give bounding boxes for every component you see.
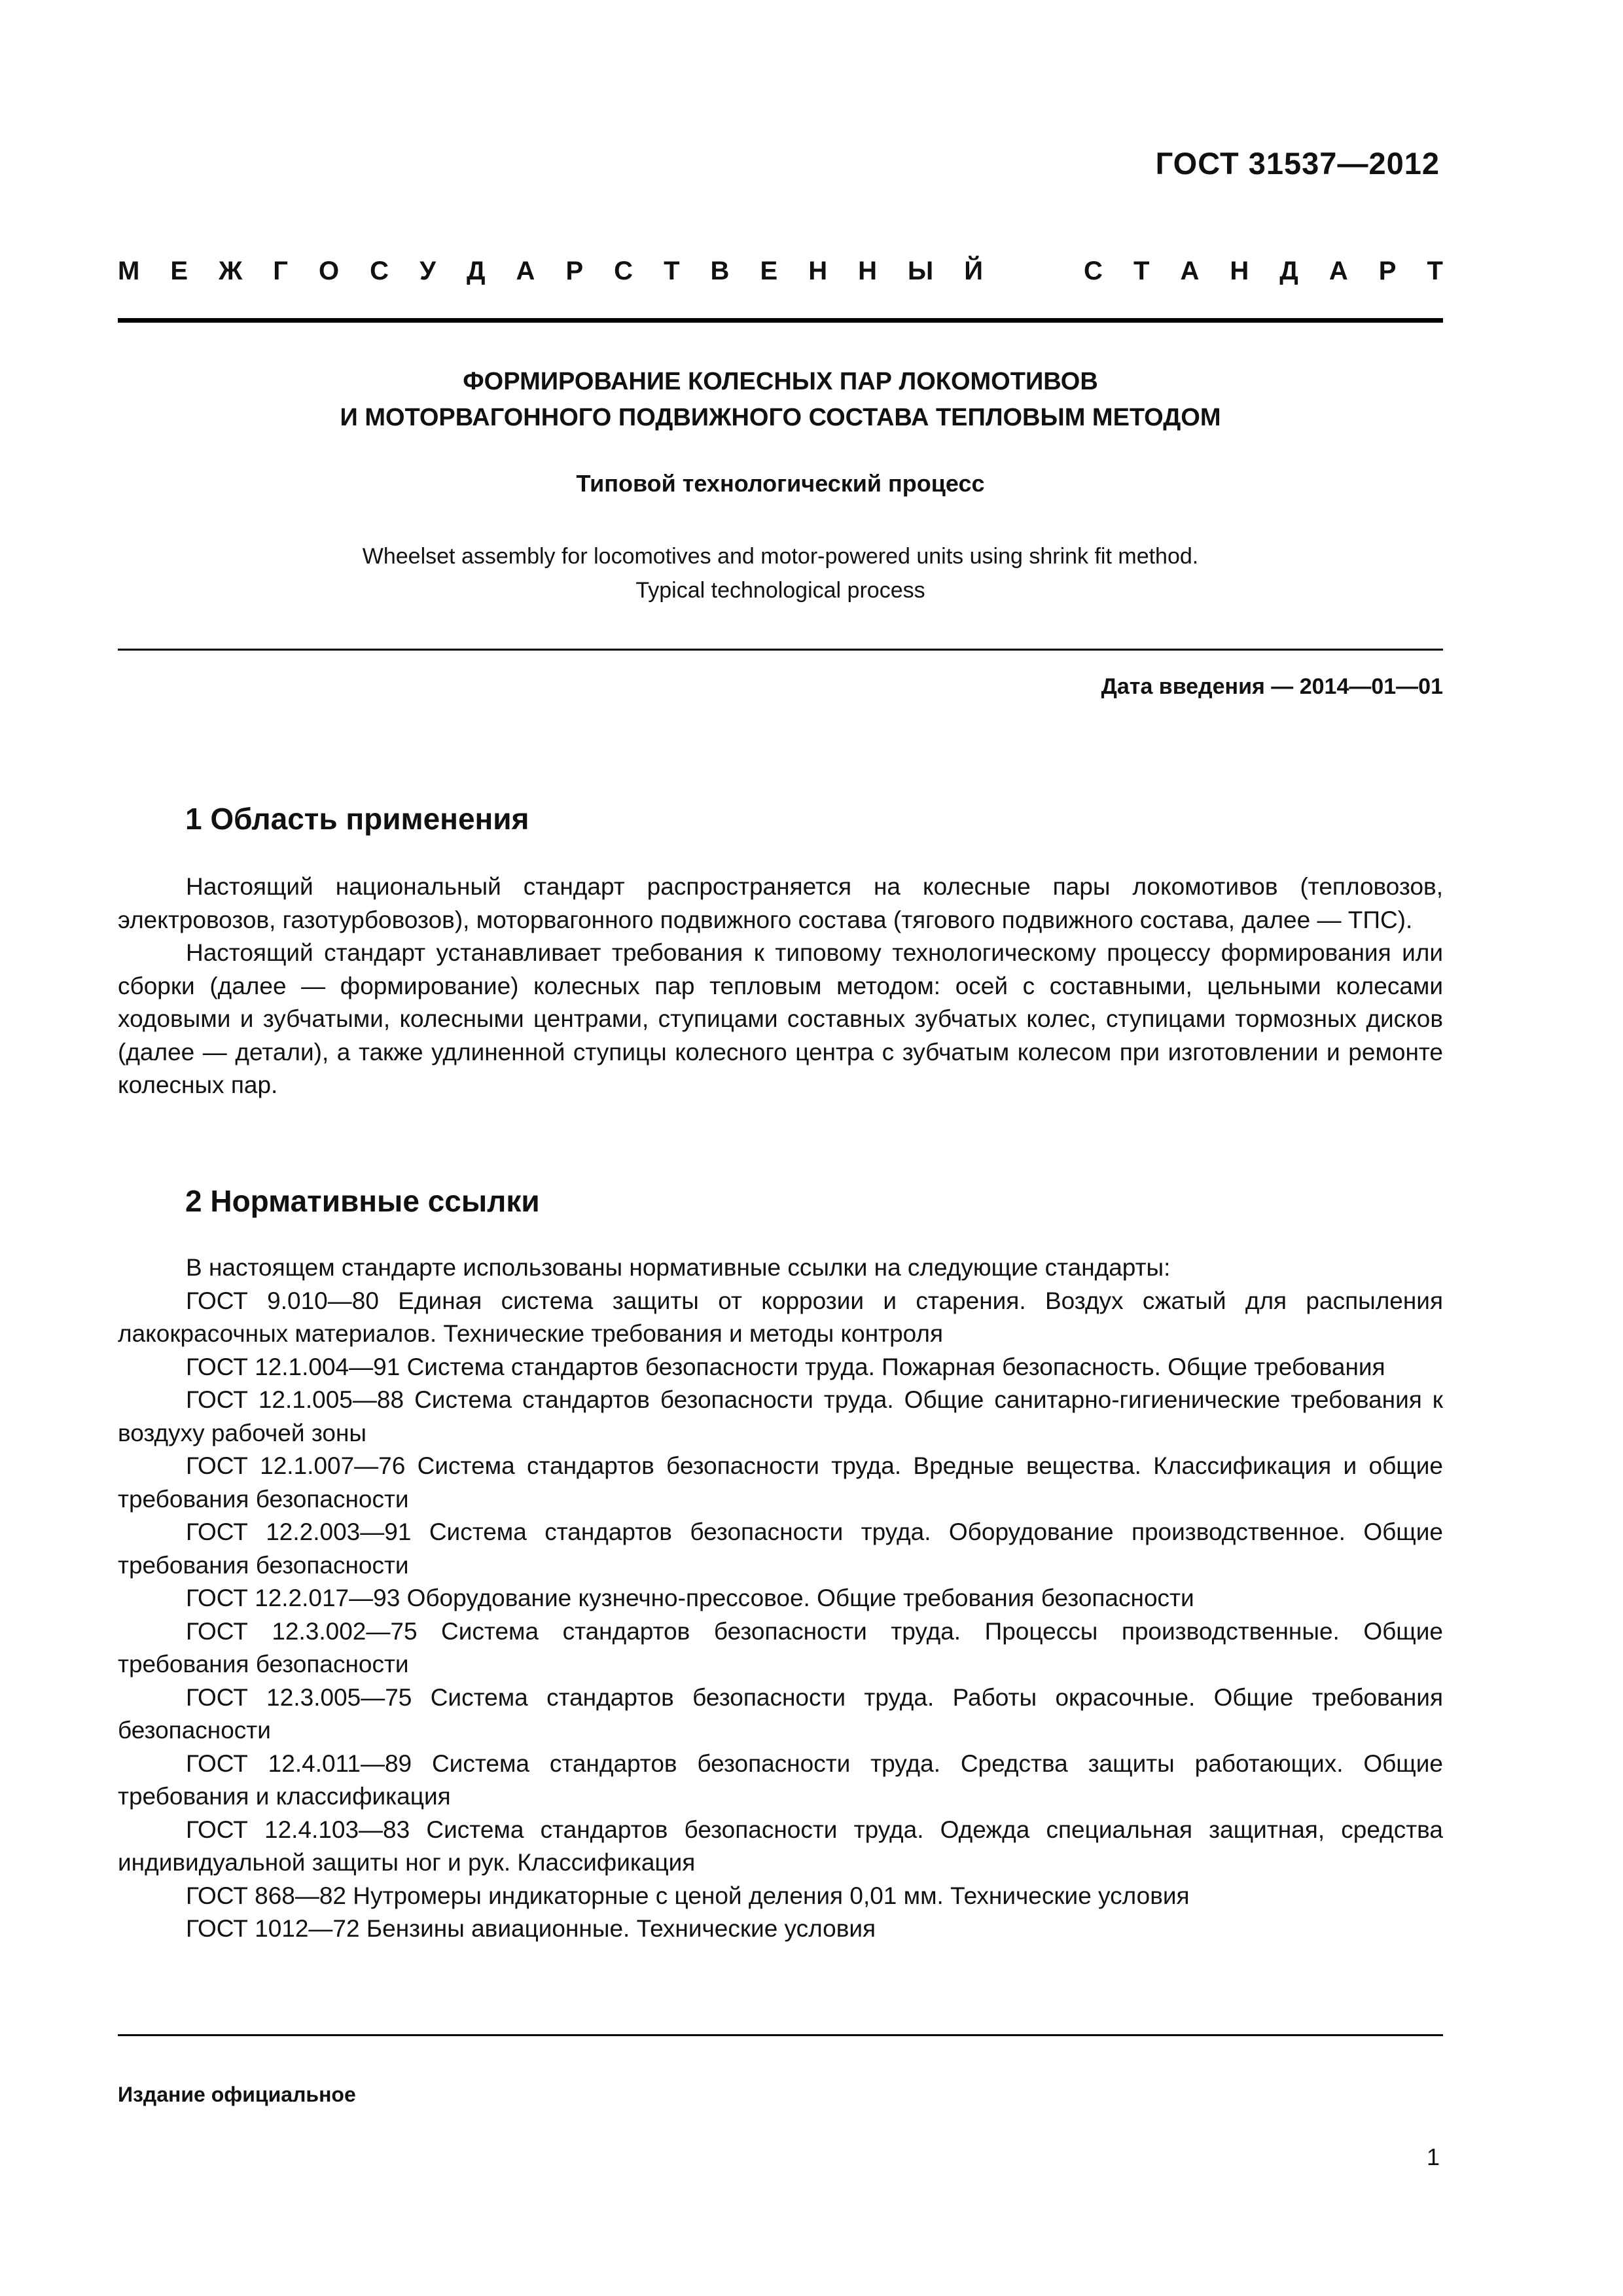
paragraph: Настоящий стандарт устанавливает требования к типовому технологическому процессу формирования или сборки (далее — формирование) колесных пар тепловым методом: осей с составными, цельными колесами ходовыми и зубчатыми, колесными центрами, ступицами составных зубчатых колес, ступицами тормозных дисков (далее — детали), а также удлиненной ступицы колесного центра с зубчатым колесом при изготовлении и ремонте колесных пар. bbox=[118, 939, 1443, 1098]
reference-item: ГОСТ 12.2.017—93 Оборудование кузнечно-прессовое. Общие требования безопасности bbox=[186, 1585, 1194, 1611]
banner-letter: Н bbox=[1230, 257, 1249, 285]
reference-item: ГОСТ 868—82 Нутромеры индикаторные с ценой деления 0,01 мм. Технические условия bbox=[186, 1882, 1190, 1909]
document-title bbox=[118, 364, 1443, 436]
banner-letter: Д bbox=[1279, 257, 1298, 285]
banner-letter: С bbox=[614, 257, 633, 285]
reference-item: ГОСТ 12.1.007—76 Система стандартов безопасности труда. Вредные вещества. Классификация и общие требования безопасности bbox=[118, 1452, 1443, 1513]
banner-letter: Т bbox=[1427, 257, 1443, 285]
official-edition-label: Издание официальное bbox=[118, 2083, 356, 2106]
english-title bbox=[118, 539, 1443, 607]
banner-letter: Е bbox=[760, 257, 778, 285]
banner-letter: А bbox=[1329, 257, 1348, 285]
banner-letter: Ы bbox=[908, 257, 934, 285]
reference-item: ГОСТ 12.3.005—75 Система стандартов безопасности труда. Работы окрасочные. Общие требования безопасности bbox=[118, 1683, 1443, 1744]
banner-letter: А bbox=[516, 257, 535, 285]
english-title-line: Wheelset assembly for locomotives and motor-powered units using shrink fit method. bbox=[362, 544, 1199, 569]
reference-item: ГОСТ 12.2.003—91 Система стандартов безопасности труда. Оборудование производственное. Общие требования безопасности bbox=[118, 1518, 1443, 1579]
document-subtitle: Типовой технологический процесс bbox=[576, 470, 985, 497]
banner-letter: В bbox=[710, 257, 730, 285]
paragraph: В настоящем стандарте использованы нормативные ссылки на следующие стандарты: bbox=[186, 1254, 1171, 1281]
banner-letter: Т bbox=[1133, 257, 1150, 285]
title-line: ФОРМИРОВАНИЕ КОЛЕСНЫХ ПАР ЛОКОМОТИВОВ bbox=[463, 368, 1098, 395]
banner-letter: Т bbox=[664, 257, 680, 285]
footer-rule bbox=[118, 2034, 1443, 2036]
banner-letter: Н bbox=[808, 257, 828, 285]
reference-item: ГОСТ 12.4.011—89 Система стандартов безопасности труда. Средства защиты работающих. Общие требования и классификация bbox=[118, 1749, 1443, 1810]
english-title-line: Typical technological process bbox=[635, 578, 925, 603]
paragraph: Настоящий национальный стандарт распространяется на колесные пары локомотивов (тепловозов, электровозов, газотурбовозов), моторвагонного подвижного состава (тягового подвижного состава, далее — ТПС). bbox=[118, 873, 1443, 933]
banner-letter: Р bbox=[1378, 257, 1397, 285]
banner-letter: Д bbox=[466, 257, 486, 285]
header-rule bbox=[118, 318, 1443, 323]
banner-letter: Н bbox=[858, 257, 877, 285]
banner-letter: С bbox=[1084, 257, 1103, 285]
standard-number: ГОСТ 31537—2012 bbox=[1155, 146, 1440, 181]
banner-letter: С bbox=[370, 257, 389, 285]
title-line: И МОТОРВАГОННОГО ПОДВИЖНОГО СОСТАВА ТЕПЛОВЫМ МЕТОДОМ bbox=[340, 404, 1221, 431]
reference-item: ГОСТ 12.1.005—88 Система стандартов безопасности труда. Общие санитарно-гигиенические требования к воздуху рабочей зоны bbox=[118, 1386, 1443, 1446]
banner-letter: М bbox=[118, 257, 140, 285]
banner-letter: Г bbox=[273, 257, 288, 285]
banner-letter: Р bbox=[565, 257, 584, 285]
reference-item: ГОСТ 9.010—80 Единая система защиты от коррозии и старения. Воздух сжатый для распыления лакокрасочных материалов. Технические требования и методы контроля bbox=[118, 1287, 1443, 1347]
reference-item: ГОСТ 12.3.002—75 Система стандартов безопасности труда. Процессы производственные. Общие требования безопасности bbox=[118, 1617, 1443, 1677]
section-body bbox=[118, 870, 1443, 1102]
reference-item: ГОСТ 12.1.004—91 Система стандартов безопасности труда. Пожарная безопасность. Общие требования bbox=[186, 1353, 1385, 1380]
section-heading: 1 Область применения bbox=[185, 802, 529, 836]
banner-letter: Е bbox=[170, 257, 188, 285]
banner-letter: А bbox=[1180, 257, 1200, 285]
page-number: 1 bbox=[1426, 2144, 1440, 2170]
banner-letter: О bbox=[318, 257, 340, 285]
banner-letter: Й bbox=[964, 257, 983, 285]
title-rule bbox=[118, 649, 1443, 651]
introduction-date: Дата введения — 2014—01—01 bbox=[1101, 674, 1443, 699]
references-list bbox=[118, 1251, 1443, 1946]
reference-item: ГОСТ 12.4.103—83 Система стандартов безопасности труда. Одежда специальная защитная, средства индивидуальной защиты ног и рук. Классификация bbox=[118, 1816, 1443, 1876]
banner-gap bbox=[1014, 257, 1053, 286]
banner-letter: У bbox=[419, 257, 436, 285]
banner-letter: Ж bbox=[219, 257, 243, 285]
interstate-standard-banner bbox=[118, 257, 1443, 286]
reference-item: ГОСТ 1012—72 Бензины авиационные. Технические условия bbox=[186, 1915, 876, 1942]
section-heading: 2 Нормативные ссылки bbox=[185, 1184, 540, 1218]
